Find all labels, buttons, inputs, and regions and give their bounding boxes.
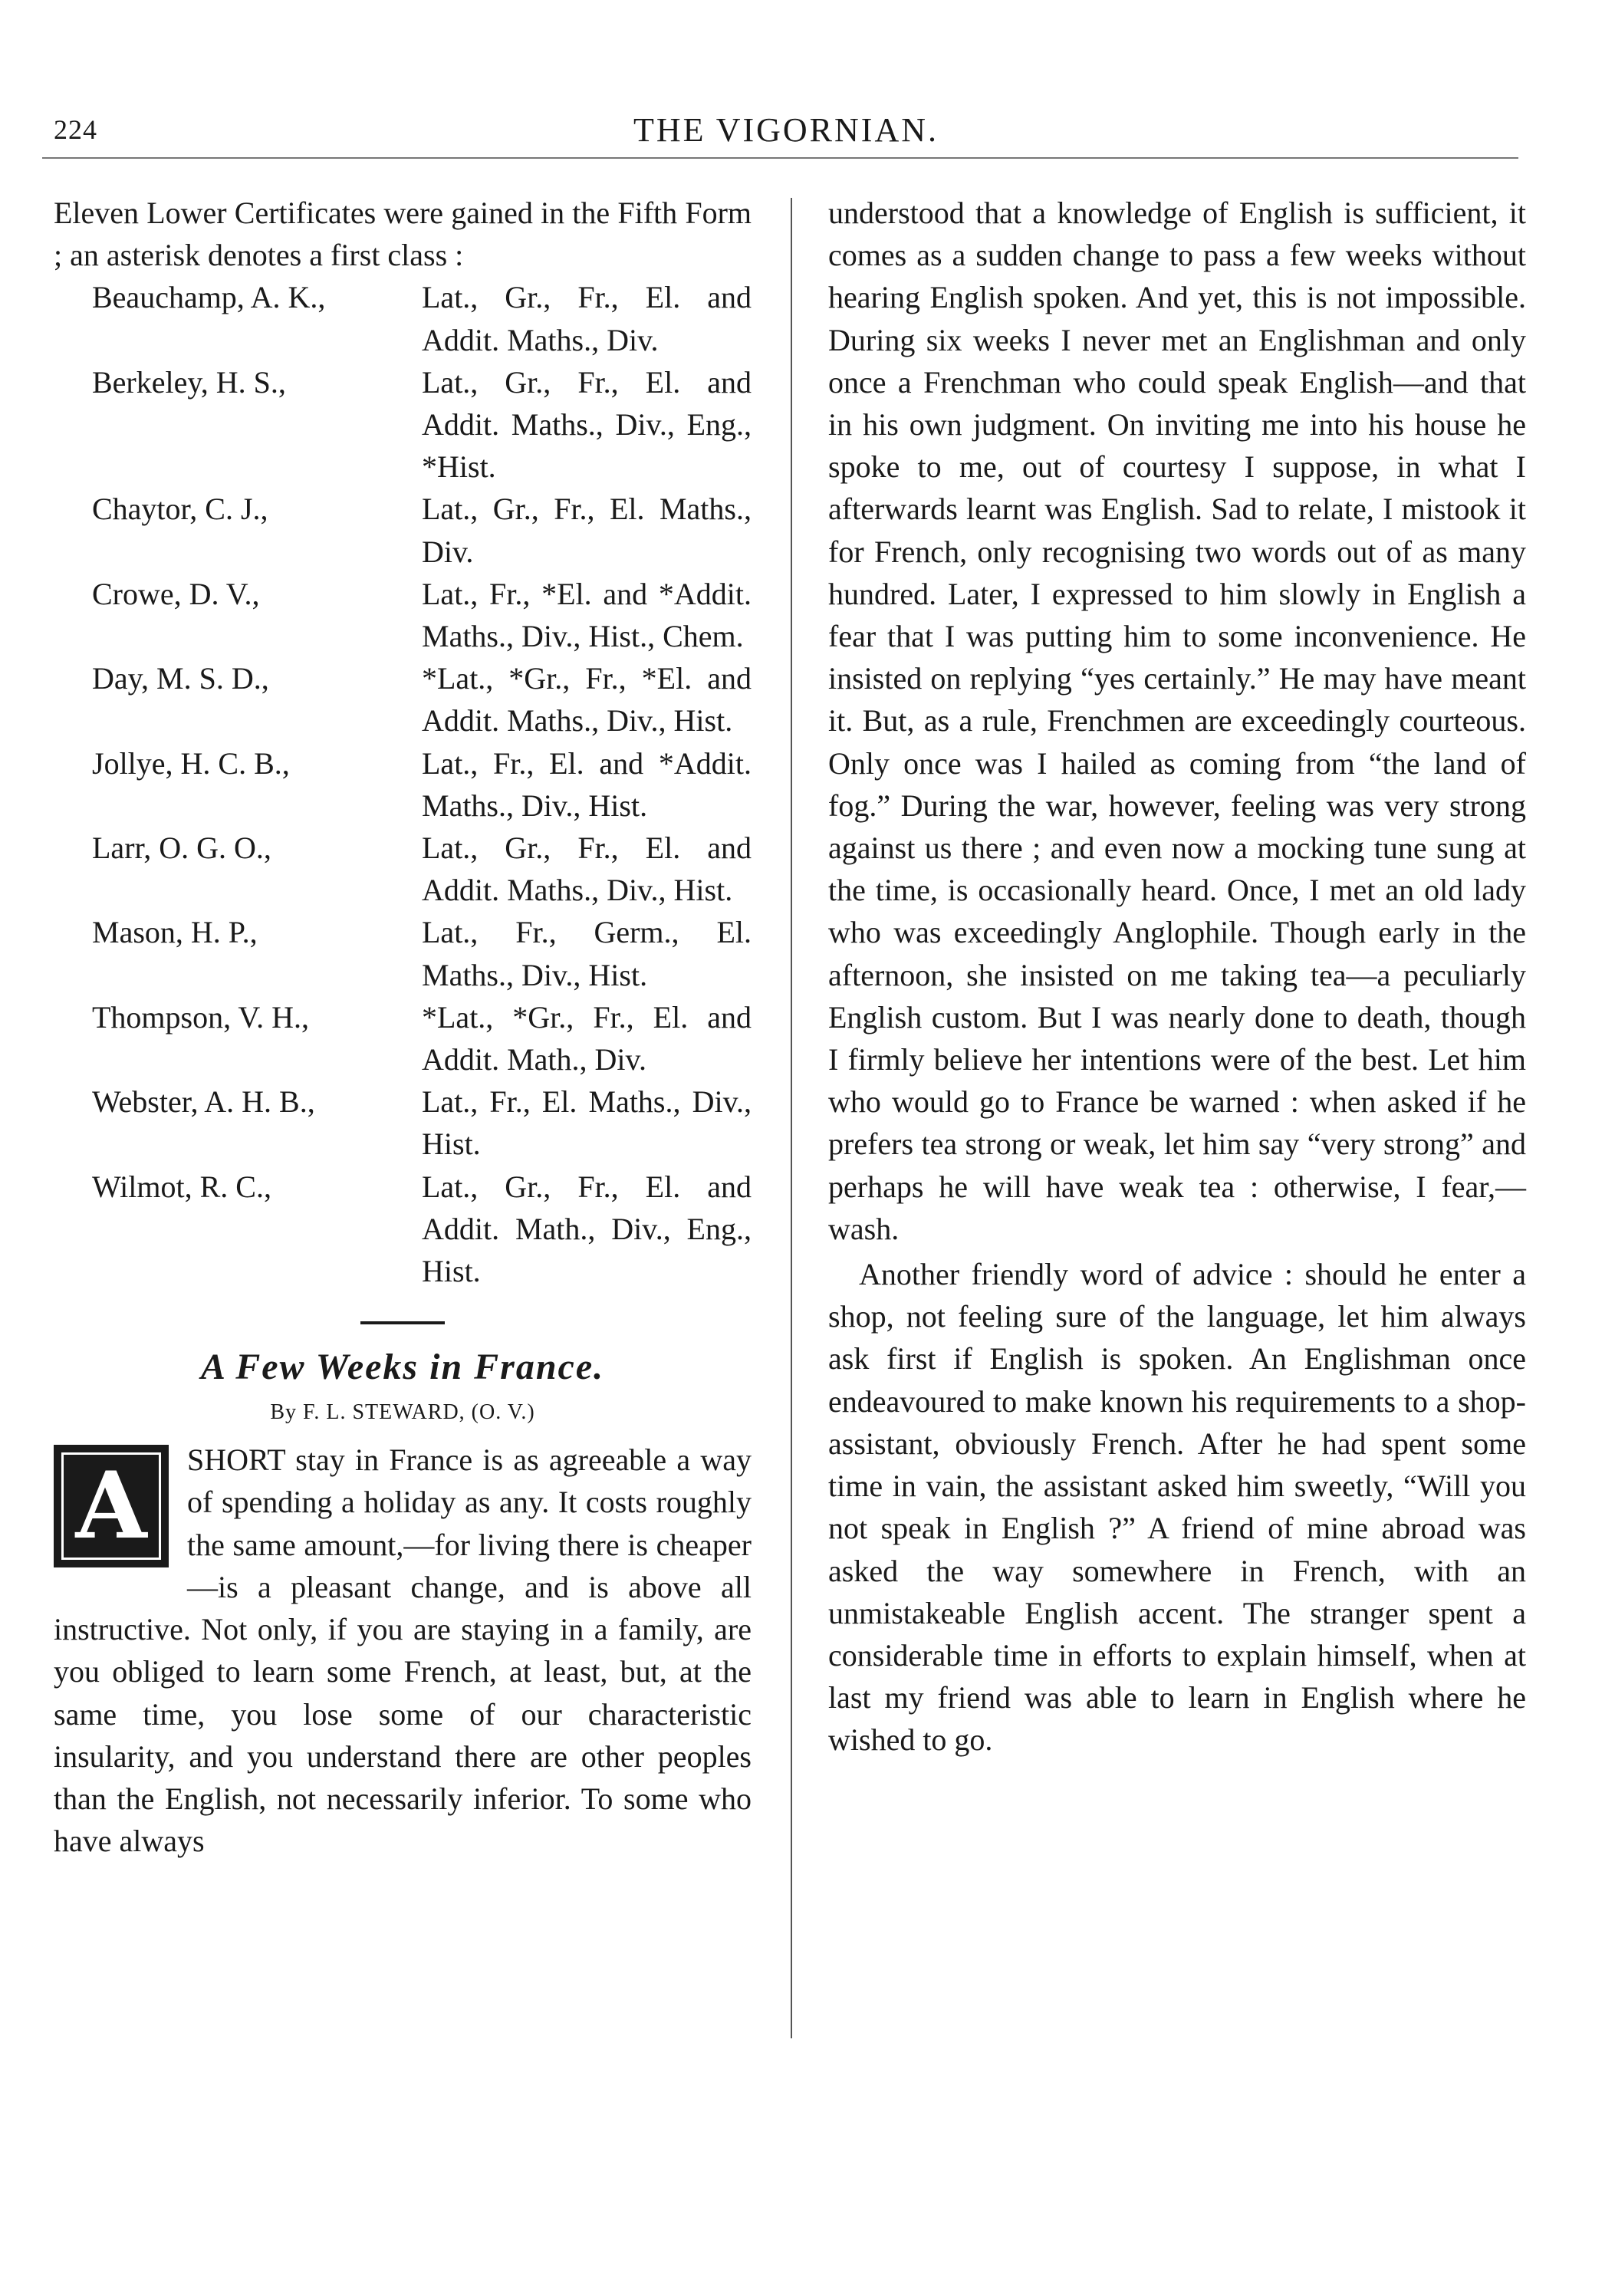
student-name: Webster, A. H. B., — [92, 1084, 315, 1120]
certificate-entry — [54, 996, 752, 1081]
student-subjects: Lat., Fr., El. and *Addit. Maths., Div., Hist. — [422, 745, 752, 823]
student-name: Larr, O. G. O., — [92, 831, 271, 866]
header-rule — [42, 157, 1518, 159]
student-subjects: Lat., Fr., *El. and *Addit. Maths., Div., Hist., Chem. — [422, 576, 752, 654]
certificate-entry — [54, 827, 752, 911]
certificate-entry — [54, 361, 752, 488]
student-name: Wilmot, R. C., — [92, 1169, 271, 1204]
drop-cap-letter: A — [75, 1452, 147, 1561]
certificate-entry — [54, 657, 752, 742]
certificate-entry — [54, 1081, 752, 1165]
student-name: Thompson, V. H., — [92, 999, 310, 1035]
student-subjects: *Lat., *Gr., Fr., El. and Addit. Math., Div. — [422, 999, 752, 1077]
student-name: Mason, H. P., — [92, 915, 258, 950]
student-subjects: Lat., Gr., Fr., El. Maths., Div. — [422, 492, 752, 569]
student-subjects: *Lat., *Gr., Fr., *El. and Addit. Maths., Div., Hist. — [422, 661, 752, 738]
certificate-entry — [54, 276, 752, 360]
student-name: Day, M. S. D., — [92, 661, 269, 696]
article-continuation-paragraph: understood that a knowledge of English is sufficient, it comes as a sudden change to pass a few weeks without hearing English spoken. And yet, this is not impossible. During six weeks I never met an Englishman and only once a Frenchman who could speak English—and that in his own judgment. On inviting me into his house he spoke to me, out of courtesy I suppose, in what I afterwards learnt was English. Sad to relate, I mistook it for French, only recognising two words out of as many hundred. Later, I expressed to him slowly in English a fear that I was putting him to some inconvenience. He insisted on replying “yes certainly.” He may have meant it. But, as a rule, Frenchmen are exceedingly courteous. Only once was I hailed as coming from “the land of fog.” During the war, however, feeling was very strong against us there ; and even now a mocking tune sung at the time, is occasionally heard. Once, I met an old lady who was exceedingly Anglophile. Though early in the afternoon, she insisted on me taking tea—a peculiarly English custom. But I was nearly done to death, though I firmly believe her intentions were of the best. Let him who would go to France be warned : when asked if he prefers tea strong or weak, let him say “very strong” and perhaps he will have weak tea : otherwise, I fear,—wash. — [828, 196, 1526, 1246]
certificate-entry — [54, 742, 752, 827]
section-divider — [360, 1321, 445, 1324]
student-name: Berkeley, H. S., — [92, 364, 286, 400]
student-subjects: Lat., Gr., Fr., El. and Addit. Maths., Div., Eng., *Hist. — [422, 364, 752, 485]
right-column — [828, 192, 1526, 1761]
journal-title: THE VIGORNIAN. — [633, 111, 939, 149]
certificate-entry — [54, 573, 752, 657]
article-byline: By F. L. STEWARD, (O. V.) — [270, 1400, 535, 1425]
student-name: Chaytor, C. J., — [92, 492, 268, 527]
certificate-entry — [54, 1166, 752, 1293]
student-name: Beauchamp, A. K., — [92, 280, 326, 315]
student-subjects: Lat., Gr., Fr., El. and Addit. Math., Div., Eng., Hist. — [422, 1169, 752, 1289]
certificate-entry — [54, 911, 752, 995]
running-header — [46, 107, 1526, 161]
student-subjects: Lat., Gr., Fr., El. and Addit. Maths., Div., Hist. — [422, 831, 752, 908]
column-divider — [791, 198, 792, 2038]
drop-cap-ornament — [54, 1445, 169, 1567]
student-name: Crowe, D. V., — [92, 576, 260, 611]
student-subjects: Lat., Fr., Germ., El. Maths., Div., Hist. — [422, 915, 752, 992]
article-paragraph-2: Another friendly word of advice : should he enter a shop, not feeling sure of the language, let him always ask first if English is spoken. An Englishman once endeavoured to make known his requirements to a shop-assistant, obviously French. After he had spent some time in vain, the assistant asked him sweetly, “Will you not speak in English ?” A friend of mine abroad was asked the way somewhere in French, with an unmistakeable English accent. The stranger spent a considerable time in efforts to explain himself, when at last my friend was able to learn in English where he wished to go. — [828, 1257, 1526, 1758]
certificates-intro: Eleven Lower Certificates were gained in the Fifth Form ; an asterisk denotes a first class : — [54, 196, 752, 273]
student-subjects: Lat., Fr., El. Maths., Div., Hist. — [422, 1084, 752, 1162]
certificate-list — [54, 276, 752, 1292]
article-title: A Few Weeks in France. — [200, 1347, 605, 1388]
certificate-entry — [54, 488, 752, 572]
student-subjects: Lat., Gr., Fr., El. and Addit. Maths., Div. — [422, 280, 752, 357]
left-column — [54, 192, 752, 1862]
article-lead-block — [54, 1439, 752, 1862]
student-name: Jollye, H. C. B., — [92, 745, 290, 781]
article-lead-paragraph: SHORT stay in France is as agreeable a way of spending a holiday as any. It costs roughly the same amount,—for living there is cheaper—is a pleasant change, and is above all instructive. Not only, if you are staying in a family, are you obliged to learn some French, at least, but, at the same time, you lose some of our characteristic insularity, and you understand there are other peoples than the English, not necessarily inferior. To some who have always — [54, 1442, 752, 1859]
page-number: 224 — [54, 114, 97, 145]
